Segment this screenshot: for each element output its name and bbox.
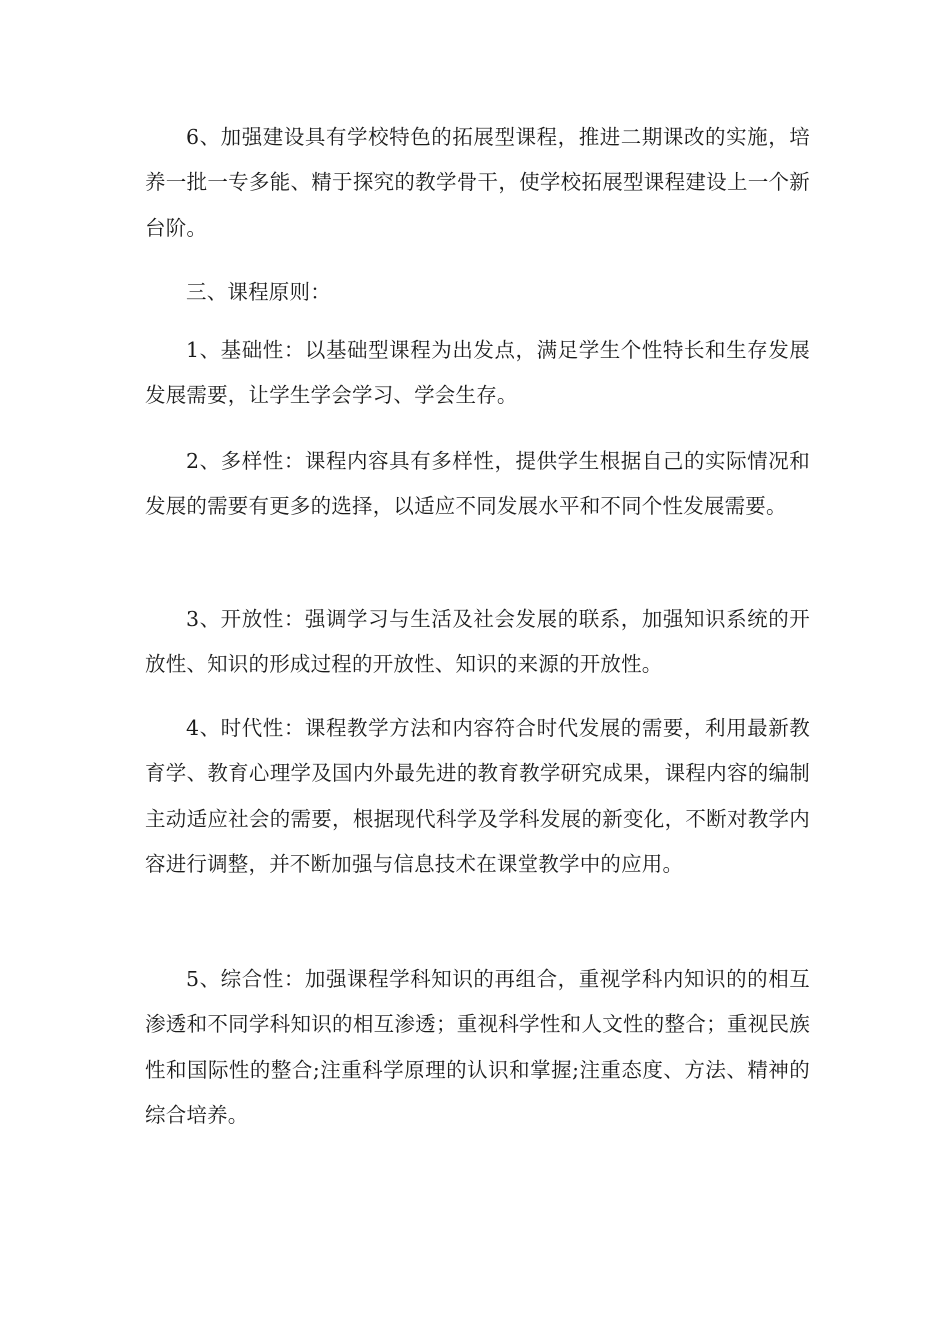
principle-diversity: 2、多样性：课程内容具有多样性，提供学生根据自己的实际情况和发展的需要有更多的选择，以适应不同发展水平和不同个性发展需要。 bbox=[145, 449, 810, 519]
principle-basic: 1、基础性：以基础型课程为出发点，满足学生个性特长和生存发展发展需要，让学生学会学习、学会生存。 bbox=[145, 338, 810, 408]
principle-comprehensiveness: 5、综合性：加强课程学科知识的再组合，重视学科内知识的的相互渗透和不同学科知识的相互渗透；重视科学性和人文性的整合；重视民族性和国际性的整合;注重科学原理的认识和掌握;注重态度、方法、精神的综合培养。 bbox=[145, 967, 810, 1127]
principle-openness: 3、开放性：强调学习与生活及社会发展的联系，加强知识系统的开放性、知识的形成过程的开放性、知识的来源的开放性。 bbox=[145, 607, 810, 677]
section-heading-course-principles: 三、课程原则： bbox=[186, 280, 331, 304]
principle-modernity: 4、时代性：课程教学方法和内容符合时代发展的需要，利用最新教育学、教育心理学及国内外最先进的教育教学研究成果，课程内容的编制主动适应社会的需要，根据现代科学及学科发展的新变化，不断对教学内容进行调整，并不断加强与信息技术在课堂教学中的应用。 bbox=[145, 716, 810, 876]
paragraph-item-6: 6、加强建设具有学校特色的拓展型课程，推进二期课改的实施，培养一批一专多能、精于探究的教学骨干，使学校拓展型课程建设上一个新台阶。 bbox=[145, 125, 810, 240]
